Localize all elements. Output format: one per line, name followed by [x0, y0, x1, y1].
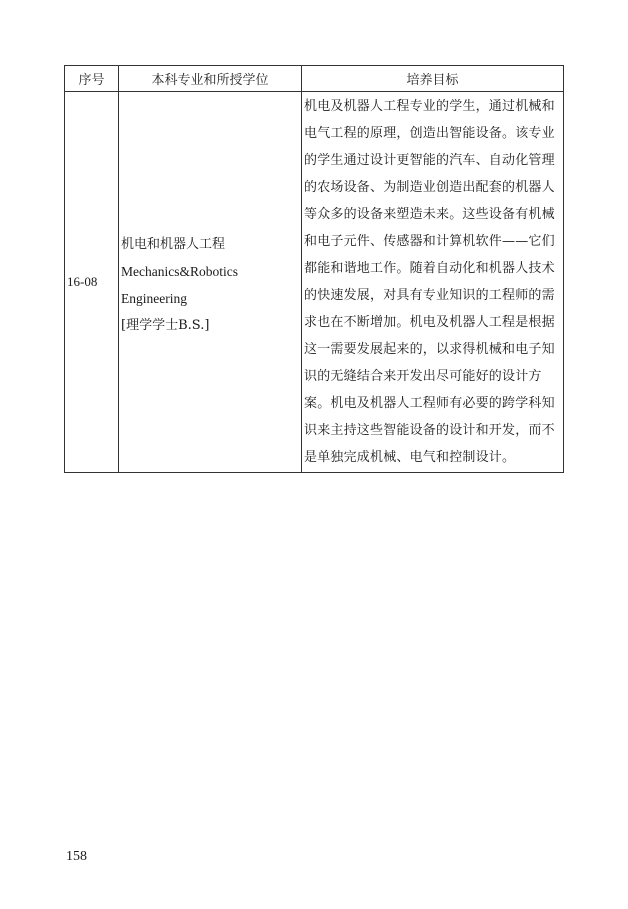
table-row [65, 92, 564, 473]
goal-line: 案。机电及机器人工程师有必要的跨学科知 [304, 396, 555, 411]
goal-line: 电气工程的原理，创造出智能设备。该专业 [304, 126, 555, 141]
page-number: 158 [66, 849, 87, 864]
goal-line: 这一需要发展起来的，以求得机械和电子知 [304, 342, 555, 357]
major-cell [119, 92, 302, 473]
major-chinese-name: 机电和机器人工程 [121, 237, 226, 252]
header-number: 序号 [65, 66, 119, 92]
goal-line: 都能和谐地工作。随着自动化和机器人技术 [304, 261, 555, 276]
goal-line: 机电及机器人工程专业的学生，通过机械和 [304, 99, 555, 114]
training-goal-cell [302, 92, 564, 473]
header-training-goal: 培养目标 [302, 66, 564, 92]
goal-line: 和电子元件、传感器和计算机软件——它们 [304, 234, 555, 249]
goal-line: 的农场设备、为制造业创造出配套的机器人 [304, 180, 555, 195]
major-degree: [理学学士B.S.] [121, 318, 210, 333]
major-english-name-1: Mechanics&Robotics [121, 264, 238, 279]
majors-table [64, 65, 564, 473]
goal-line: 的快速发展，对具有专业知识的工程师的需 [304, 288, 555, 303]
header-major-degree: 本科专业和所授学位 [119, 66, 302, 92]
major-number: 16-08 [65, 92, 119, 473]
goal-line: 识来主持这些智能设备的设计和开发，而不 [304, 423, 555, 438]
goal-line: 识的无缝结合来开发出尽可能好的设计方 [304, 369, 542, 384]
goal-line: 等众多的设备来塑造未来。这些设备有机械 [304, 207, 555, 222]
table-header-row [65, 66, 564, 92]
goal-line: 的学生通过设计更智能的汽车、自动化管理 [304, 153, 555, 168]
goal-line: 求也在不断增加。机电及机器人工程是根据 [304, 315, 555, 330]
goal-line: 是单独完成机械、电气和控制设计。 [304, 450, 516, 465]
major-english-name-2: Engineering [121, 291, 187, 306]
